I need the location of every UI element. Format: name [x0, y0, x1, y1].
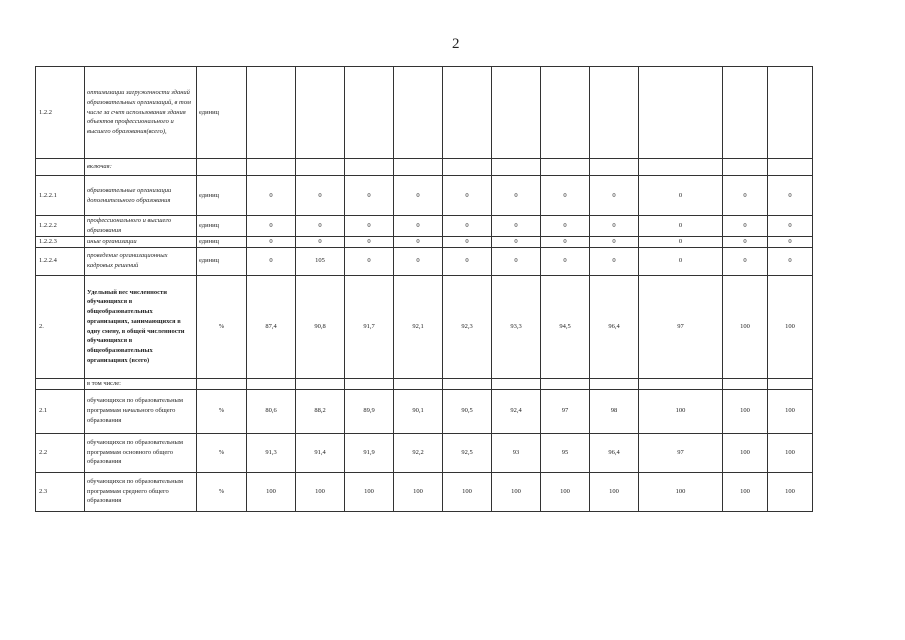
value-cell: 0: [639, 236, 723, 247]
indicator-table: [35, 66, 813, 512]
row-code: 1.2.2.1: [36, 176, 85, 216]
value-cell: [639, 67, 723, 159]
value-cell: 100: [247, 472, 296, 511]
value-cell: 0: [394, 247, 443, 275]
value-cell: [247, 378, 296, 389]
value-cell: 0: [723, 247, 768, 275]
value-cell: [541, 67, 590, 159]
value-cell: 0: [768, 216, 813, 237]
row-unit: единиц: [197, 176, 247, 216]
row-unit: единиц: [197, 216, 247, 237]
value-cell: 0: [541, 176, 590, 216]
value-cell: 92,5: [443, 433, 492, 472]
value-cell: [492, 159, 541, 176]
value-cell: [296, 378, 345, 389]
row-name: профессионального и высшего образования: [85, 216, 197, 237]
value-cell: 0: [590, 247, 639, 275]
value-cell: 100: [590, 472, 639, 511]
value-cell: 92,1: [394, 275, 443, 378]
value-cell: [247, 67, 296, 159]
value-cell: [443, 159, 492, 176]
value-cell: 0: [639, 247, 723, 275]
row-code: 1.2.2.4: [36, 247, 85, 275]
value-cell: [768, 159, 813, 176]
value-cell: [345, 159, 394, 176]
value-cell: [541, 159, 590, 176]
value-cell: 96,4: [590, 433, 639, 472]
value-cell: [639, 159, 723, 176]
value-cell: 100: [723, 389, 768, 433]
value-cell: [345, 378, 394, 389]
row-name: образовательные организации дополнительного образования: [85, 176, 197, 216]
value-cell: [296, 159, 345, 176]
value-cell: 0: [768, 247, 813, 275]
row-name: оптимизации загруженности зданий образовательных организаций, в том числе за счет использования здания объектов профессионального и высшего образования(всего),: [85, 67, 197, 159]
value-cell: 95: [541, 433, 590, 472]
row-code: 2.1: [36, 389, 85, 433]
value-cell: 0: [723, 236, 768, 247]
table-row: [36, 472, 813, 511]
value-cell: 0: [247, 216, 296, 237]
row-code: [36, 159, 85, 176]
value-cell: 0: [296, 236, 345, 247]
value-cell: 0: [247, 247, 296, 275]
table-row: [36, 389, 813, 433]
page-number: 2: [452, 36, 460, 52]
row-unit: [197, 159, 247, 176]
value-cell: 0: [492, 176, 541, 216]
value-cell: 90,5: [443, 389, 492, 433]
value-cell: 100: [768, 433, 813, 472]
value-cell: 91,9: [345, 433, 394, 472]
value-cell: 0: [345, 216, 394, 237]
value-cell: 97: [639, 433, 723, 472]
value-cell: 94,5: [541, 275, 590, 378]
value-cell: 98: [590, 389, 639, 433]
value-cell: 0: [443, 216, 492, 237]
table-row: [36, 67, 813, 159]
value-cell: 0: [247, 236, 296, 247]
value-cell: 97: [541, 389, 590, 433]
row-name: обучающихся по образовательным программам основного общего образования: [85, 433, 197, 472]
row-unit: %: [197, 472, 247, 511]
value-cell: 100: [639, 389, 723, 433]
table-row: [36, 159, 813, 176]
value-cell: 93,3: [492, 275, 541, 378]
value-cell: [345, 67, 394, 159]
value-cell: 87,4: [247, 275, 296, 378]
value-cell: 0: [723, 176, 768, 216]
row-name: обучающихся по образовательным программам начального общего образования: [85, 389, 197, 433]
value-cell: 92,4: [492, 389, 541, 433]
row-name: в том числе:: [85, 378, 197, 389]
value-cell: 0: [443, 176, 492, 216]
value-cell: [723, 378, 768, 389]
value-cell: 0: [541, 236, 590, 247]
value-cell: 0: [723, 216, 768, 237]
value-cell: [723, 67, 768, 159]
value-cell: 105: [296, 247, 345, 275]
value-cell: 93: [492, 433, 541, 472]
value-cell: [443, 378, 492, 389]
value-cell: 0: [541, 216, 590, 237]
row-unit: [197, 378, 247, 389]
value-cell: 0: [639, 176, 723, 216]
value-cell: 100: [768, 472, 813, 511]
value-cell: 89,9: [345, 389, 394, 433]
value-cell: 100: [541, 472, 590, 511]
value-cell: [492, 67, 541, 159]
value-cell: 0: [394, 216, 443, 237]
value-cell: [541, 378, 590, 389]
row-code: 1.2.2.2: [36, 216, 85, 237]
value-cell: 0: [541, 247, 590, 275]
value-cell: 92,2: [394, 433, 443, 472]
value-cell: 90,8: [296, 275, 345, 378]
value-cell: 100: [723, 433, 768, 472]
value-cell: 100: [443, 472, 492, 511]
row-code: 2.2: [36, 433, 85, 472]
value-cell: 0: [443, 247, 492, 275]
value-cell: 100: [296, 472, 345, 511]
value-cell: 100: [639, 472, 723, 511]
value-cell: 96,4: [590, 275, 639, 378]
value-cell: [394, 159, 443, 176]
value-cell: 0: [443, 236, 492, 247]
row-code: 1.2.2.3: [36, 236, 85, 247]
row-code: 2.3: [36, 472, 85, 511]
row-code: [36, 378, 85, 389]
value-cell: 0: [345, 236, 394, 247]
value-cell: 90,1: [394, 389, 443, 433]
value-cell: 0: [296, 216, 345, 237]
value-cell: [639, 378, 723, 389]
value-cell: 100: [345, 472, 394, 511]
row-name: обучающихся по образовательным программам среднего общего образования: [85, 472, 197, 511]
value-cell: 0: [492, 216, 541, 237]
value-cell: [768, 378, 813, 389]
row-name: иные организации: [85, 236, 197, 247]
value-cell: 80,6: [247, 389, 296, 433]
value-cell: [296, 67, 345, 159]
value-cell: [590, 159, 639, 176]
row-unit: единиц: [197, 247, 247, 275]
value-cell: 100: [492, 472, 541, 511]
table-row: [36, 275, 813, 378]
value-cell: [247, 159, 296, 176]
value-cell: 100: [768, 389, 813, 433]
row-name: Удельный вес численности обучающихся в общеобразовательных организациях, занимающихся в одну смену, в общей численности обучающихся в общеобразовательных организациях (всего): [85, 275, 197, 378]
value-cell: [394, 378, 443, 389]
value-cell: 88,2: [296, 389, 345, 433]
row-unit: %: [197, 275, 247, 378]
table-row: [36, 378, 813, 389]
row-unit: %: [197, 389, 247, 433]
value-cell: 0: [639, 216, 723, 237]
value-cell: 91,4: [296, 433, 345, 472]
value-cell: 0: [345, 176, 394, 216]
table-row: [36, 236, 813, 247]
value-cell: [590, 378, 639, 389]
value-cell: 0: [590, 236, 639, 247]
table-row: [36, 433, 813, 472]
value-cell: 0: [394, 176, 443, 216]
value-cell: 0: [394, 236, 443, 247]
row-code: 1.2.2: [36, 67, 85, 159]
value-cell: 97: [639, 275, 723, 378]
row-code: 2.: [36, 275, 85, 378]
value-cell: 100: [768, 275, 813, 378]
row-name: включая:: [85, 159, 197, 176]
value-cell: 91,3: [247, 433, 296, 472]
value-cell: 0: [768, 236, 813, 247]
table-row: [36, 176, 813, 216]
row-unit: единиц: [197, 67, 247, 159]
row-unit: %: [197, 433, 247, 472]
value-cell: 100: [723, 472, 768, 511]
row-unit: единиц: [197, 236, 247, 247]
value-cell: [723, 159, 768, 176]
value-cell: 0: [590, 176, 639, 216]
value-cell: [768, 67, 813, 159]
value-cell: 100: [723, 275, 768, 378]
value-cell: [590, 67, 639, 159]
value-cell: 0: [492, 247, 541, 275]
value-cell: 0: [492, 236, 541, 247]
value-cell: 0: [590, 216, 639, 237]
value-cell: [394, 67, 443, 159]
value-cell: [492, 378, 541, 389]
value-cell: 0: [247, 176, 296, 216]
table-row: [36, 216, 813, 237]
value-cell: 92,3: [443, 275, 492, 378]
value-cell: 0: [345, 247, 394, 275]
table-row: [36, 247, 813, 275]
value-cell: 100: [394, 472, 443, 511]
row-name: проведение организационных кадровых решений: [85, 247, 197, 275]
value-cell: 91,7: [345, 275, 394, 378]
value-cell: 0: [296, 176, 345, 216]
value-cell: [443, 67, 492, 159]
value-cell: 0: [768, 176, 813, 216]
